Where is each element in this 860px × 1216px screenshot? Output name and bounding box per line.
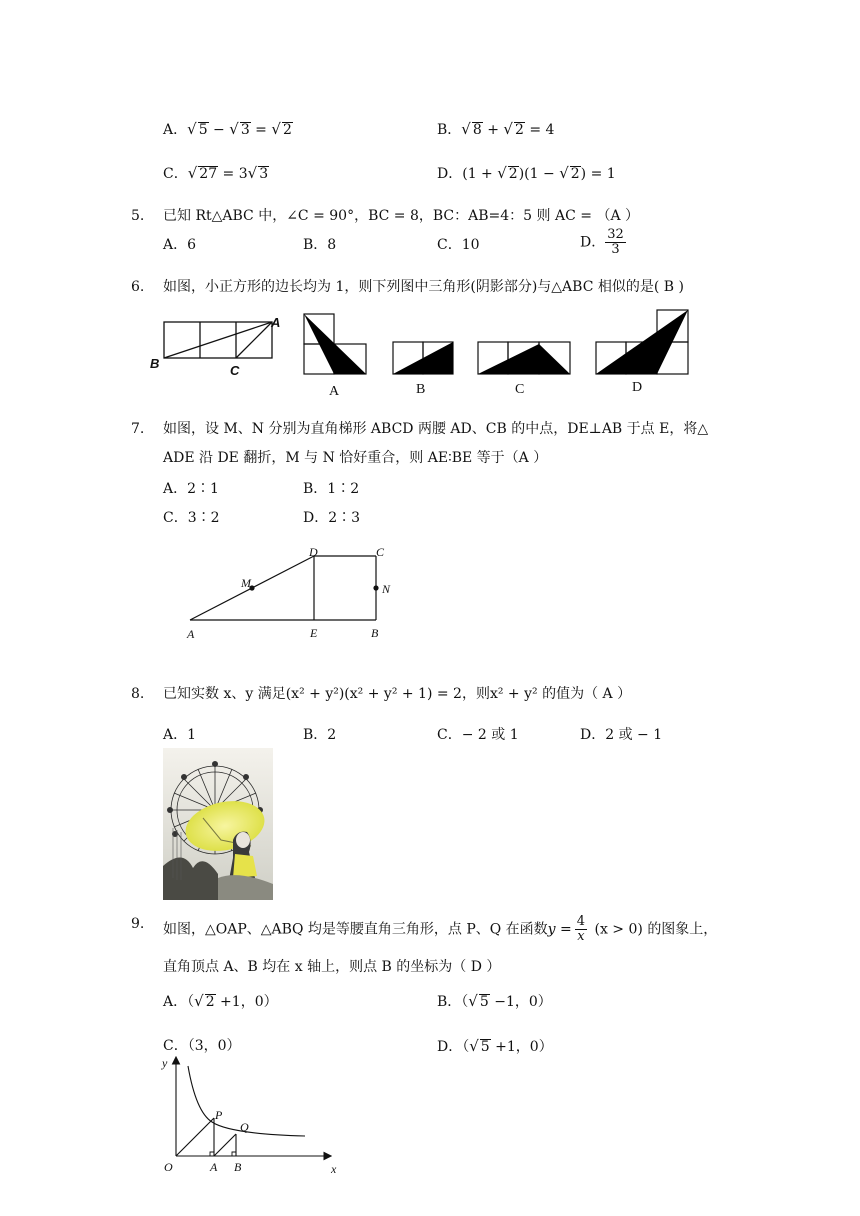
q7-label-n: N bbox=[382, 582, 391, 596]
q7-option-b: B．1∶2 bbox=[303, 481, 360, 497]
q6-choice-b-figure bbox=[391, 340, 457, 378]
q4-option-b: B．√ 8 + √ 2 = 4 bbox=[437, 120, 555, 138]
q6-label-c: C bbox=[230, 363, 240, 378]
q7-label-c: C bbox=[376, 545, 385, 559]
q8-option-d: D．2 或 − 1 bbox=[580, 727, 663, 743]
q6-choice-a-label: A bbox=[329, 384, 340, 399]
q9-label-p: P bbox=[215, 1108, 223, 1122]
q7-stem-line2: ADE 沿 DE 翻折，M 与 N 恰好重合，则 AE∶BE 等于（A ） bbox=[163, 450, 548, 466]
q6-choice-d-figure bbox=[594, 308, 692, 378]
q8-option-c: C．− 2 或 1 bbox=[437, 727, 519, 743]
q5-option-a: A．6 bbox=[163, 237, 197, 253]
q7-label-m: M bbox=[241, 576, 251, 590]
q5-option-b: B．8 bbox=[303, 237, 337, 253]
q6-label-b: B bbox=[150, 356, 160, 371]
q9-option-a: A．（√ 2 +1，0） bbox=[163, 992, 278, 1010]
q6-choice-a-figure bbox=[302, 312, 370, 378]
q5-option-d: D． $\frac{32}{3}$ bbox=[580, 227, 624, 257]
q9-number: 9. bbox=[131, 916, 145, 932]
q6-choice-c-label: C bbox=[515, 382, 525, 397]
q9-label-o: O bbox=[164, 1160, 173, 1174]
q9-stem-line1: 如图，△OAP、△ABQ 均是等腰直角三角形，点 P、Q 在函数y = $\frac{4}{x}$ (x > 0) 的图象上， bbox=[163, 914, 718, 944]
q9-option-b: B．（√ 5 −1，0） bbox=[437, 992, 552, 1010]
q6-label-a: A bbox=[271, 315, 281, 330]
q8-number: 8. bbox=[131, 686, 145, 702]
q6-choice-b-label: B bbox=[416, 382, 426, 397]
q7-trapezoid-figure bbox=[186, 554, 382, 624]
q7-option-a: A．2∶1 bbox=[163, 481, 219, 497]
q8-equation: (x² + y²)(x² + y² + 1) = 2 bbox=[285, 686, 462, 702]
q9-label-a: A bbox=[210, 1160, 218, 1174]
q7-label-a: A bbox=[187, 627, 195, 641]
q9-option-c: C．（3，0） bbox=[163, 1038, 241, 1054]
q7-number: 7. bbox=[131, 421, 145, 437]
q9-label-q: Q bbox=[240, 1120, 249, 1134]
q6-stem: 如图，小正方形的边长均为 1，则下列图中三角形(阴影部分)与△ABC 相似的是( B ) bbox=[163, 279, 684, 295]
q9-option-d: D．（√ 5 +1，0） bbox=[437, 1037, 553, 1055]
q4-option-c: C．√ 27 = 3√ 3 bbox=[163, 164, 269, 182]
q9-stem-line2: 直角顶点 A、B 均在 x 轴上，则点 B 的坐标为（ D ） bbox=[163, 959, 501, 975]
illustration-image bbox=[163, 748, 273, 900]
q9-label-x: x bbox=[331, 1162, 337, 1176]
q5-number: 5. bbox=[131, 208, 145, 224]
q6-choice-c-figure bbox=[476, 340, 574, 378]
q7-stem-line1: 如图，设 M、N 分别为直角梯形 ABCD 两腰 AD、CB 的中点，DE⊥AB 于点 E，将△ bbox=[163, 421, 709, 437]
q6-choice-d-label: D bbox=[632, 380, 643, 395]
q4-option-a: A．√ 5 − √ 3 = √ 2 bbox=[163, 120, 292, 138]
q8-option-b: B．2 bbox=[303, 727, 337, 743]
q7-option-c: C．3∶2 bbox=[163, 510, 220, 526]
q7-label-e: E bbox=[310, 626, 318, 640]
q7-option-d: D．2∶3 bbox=[303, 510, 361, 526]
q9-graph-figure bbox=[160, 1052, 340, 1167]
q5-stem: 已知 Rt△ABC 中，∠C = 90°，BC = 8，BC：AB=4：5 则 AC = （A ） bbox=[163, 208, 640, 224]
q4-option-d: D．(1 + √ 2)(1 − √ 2) = 1 bbox=[437, 164, 616, 182]
q6-number: 6. bbox=[131, 279, 145, 295]
q7-label-b: B bbox=[371, 626, 379, 640]
q7-label-d: D bbox=[309, 545, 318, 559]
q5-option-c: C．10 bbox=[437, 237, 480, 253]
q9-label-y: y bbox=[162, 1056, 168, 1070]
q8-option-a: A．1 bbox=[163, 727, 197, 743]
q9-label-b: B bbox=[234, 1160, 242, 1174]
q8-stem: 已知实数 x、y 满足(x² + y²)(x² + y² + 1) = 2，则x² + y² 的值为（ A ） bbox=[163, 686, 632, 702]
